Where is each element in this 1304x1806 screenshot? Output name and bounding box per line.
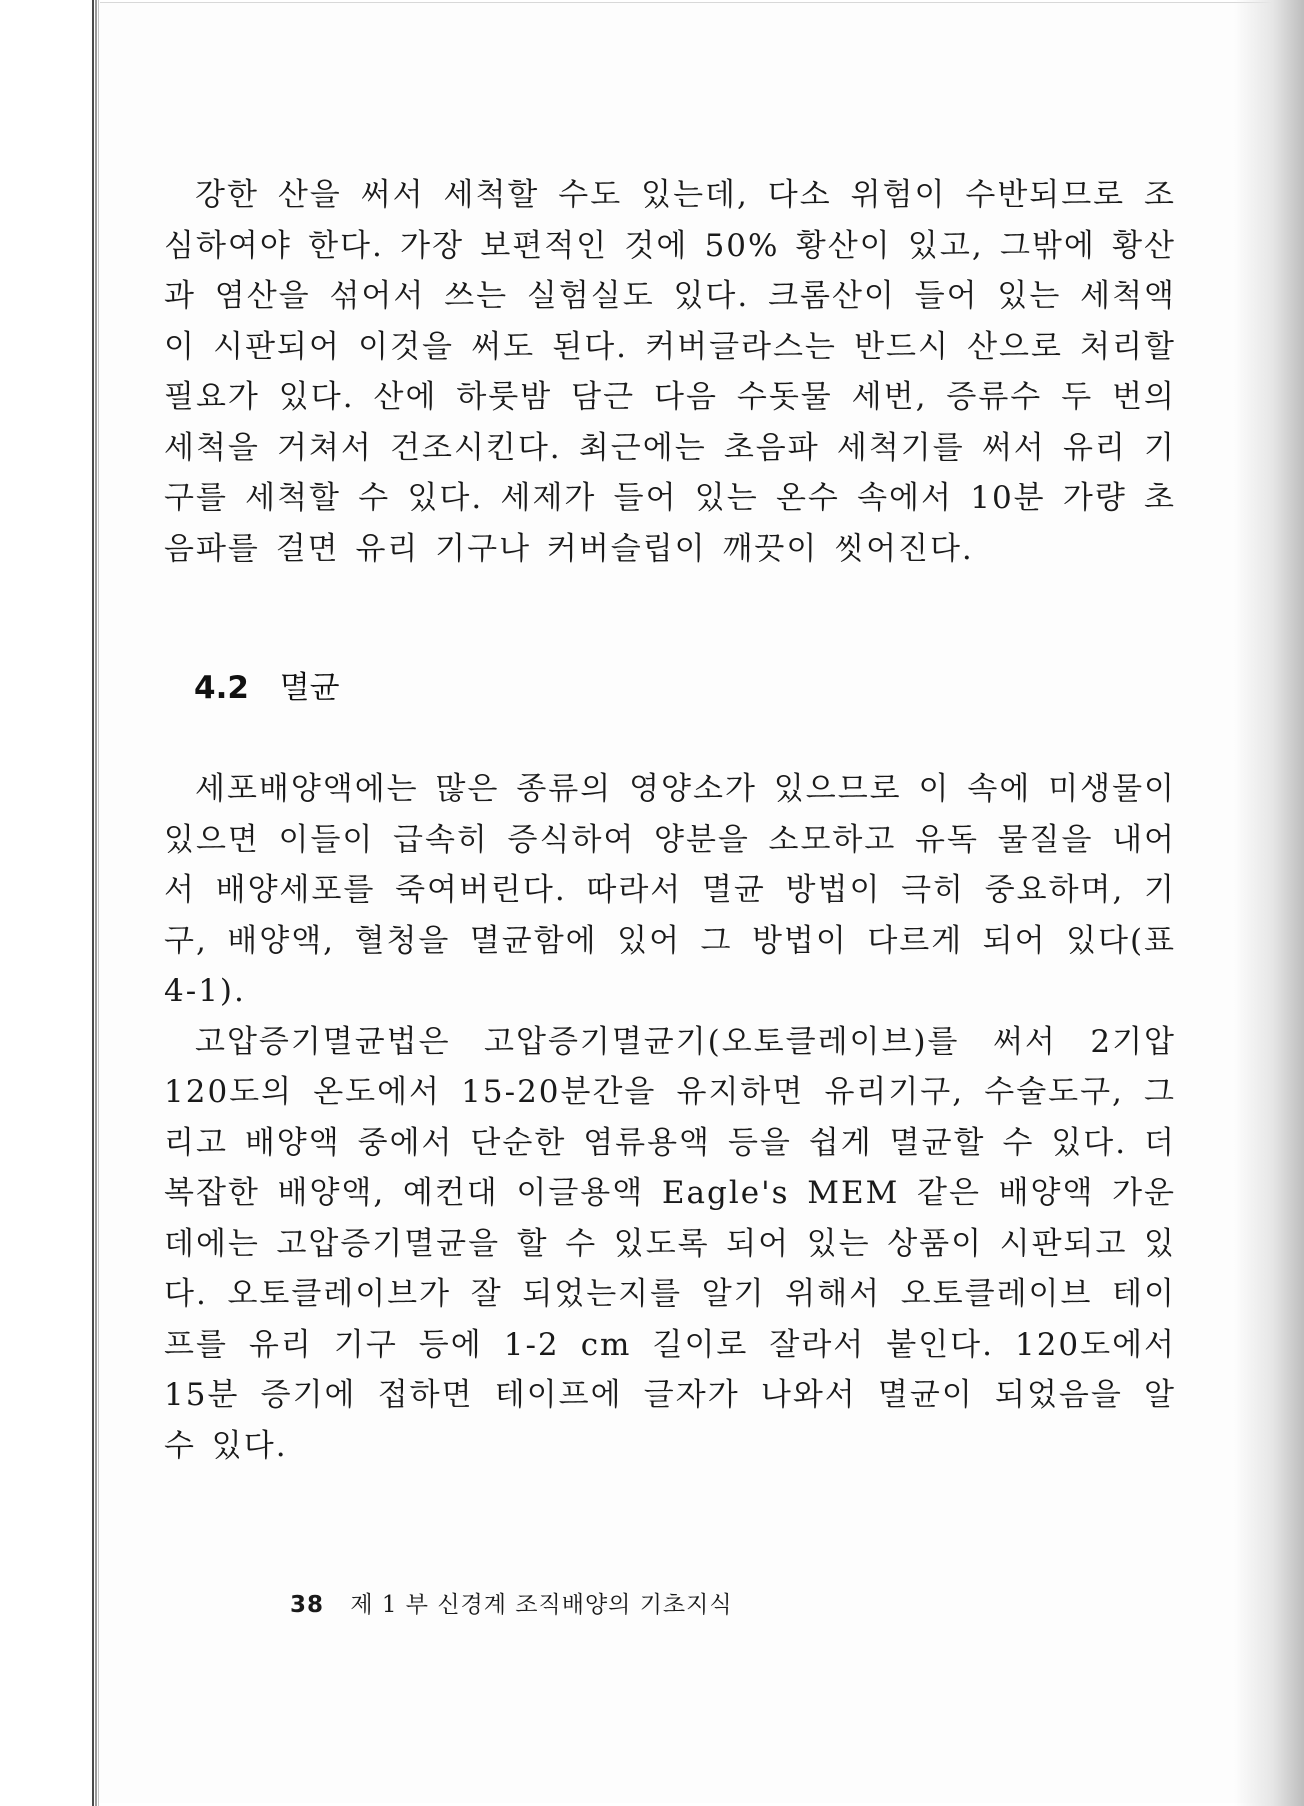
page-number: 38 (290, 1592, 325, 1618)
body-paragraph: 강한 산을 써서 세척할 수도 있는데, 다소 위험이 수반되므로 조심하여야 한다. 가장 보편적인 것에 50% 황산이 있고, 그밖에 황산과 염산을 섞어서 쓰는 실험실도 있다. 크롬산이 들어 있는 세척액이 시판되어 이것을 써도 된다. 커버글라스는 반드시 산으로 처리할 필요가 있다. 산에 하룻밤 담근 다음 수돗물 세번, 증류수 두 번의 세척을 거쳐서 건조시킨다. 최근에는 초음파 세척기를 써서 유리 기구를 세척할 수 있다. 세제가 들어 있는 온수 속에서 10분 가량 초음파를 걸면 유리 기구나 커버슬립이 깨끗이 씻어진다. (164, 177, 1176, 567)
section-number: 4.2 (194, 670, 249, 706)
section-heading (164, 668, 1176, 708)
body-paragraph: 세포배양액에는 많은 종류의 영양소가 있으므로 이 속에 미생물이 있으면 이들이 급속히 증식하여 양분을 소모하고 유독 물질을 내어서 배양세포를 죽여버린다. 따라서 멸균 방법이 극히 중요하며, 기구, 배양액, 혈청을 멸균함에 있어 그 방법이 다르게 되어 있다(표 4-1). (164, 771, 1176, 1009)
spine-edge-line (95, 0, 97, 1806)
left-margin (0, 0, 92, 1806)
section-title: 멸균 (279, 670, 340, 706)
page-footer (290, 1586, 733, 1619)
page-body (164, 170, 1176, 1471)
spine-edge-line (92, 0, 94, 1806)
page-edge-shadow (1234, 0, 1304, 1806)
running-title: 제 1 부 신경계 조직배양의 기초지식 (350, 1592, 733, 1618)
spine-edge-line (98, 0, 99, 1806)
body-paragraph: 고압증기멸균법은 고압증기멸균기(오토클레이브)를 써서 2기압 120도의 온도에서 15-20분간을 유지하면 유리기구, 수술도구, 그리고 배양액 중에서 단순한 염류용액 등을 쉽게 멸균할 수 있다. 더 복잡한 배양액, 예컨대 이글용액 Eagle's MEM 같은 배양액 가운데에는 고압증기멸균을 할 수 있도록 되어 있는 상품이 시판되고 있다. 오토클레이브가 잘 되었는지를 알기 위해서 오토클레이브 테이프를 유리 기구 등에 1-2 cm 길이로 잘라서 붙인다. 120도에서 15분 증기에 접하면 테이프에 글자가 나와서 멸균이 되었음을 알 수 있다. (164, 1023, 1176, 1464)
